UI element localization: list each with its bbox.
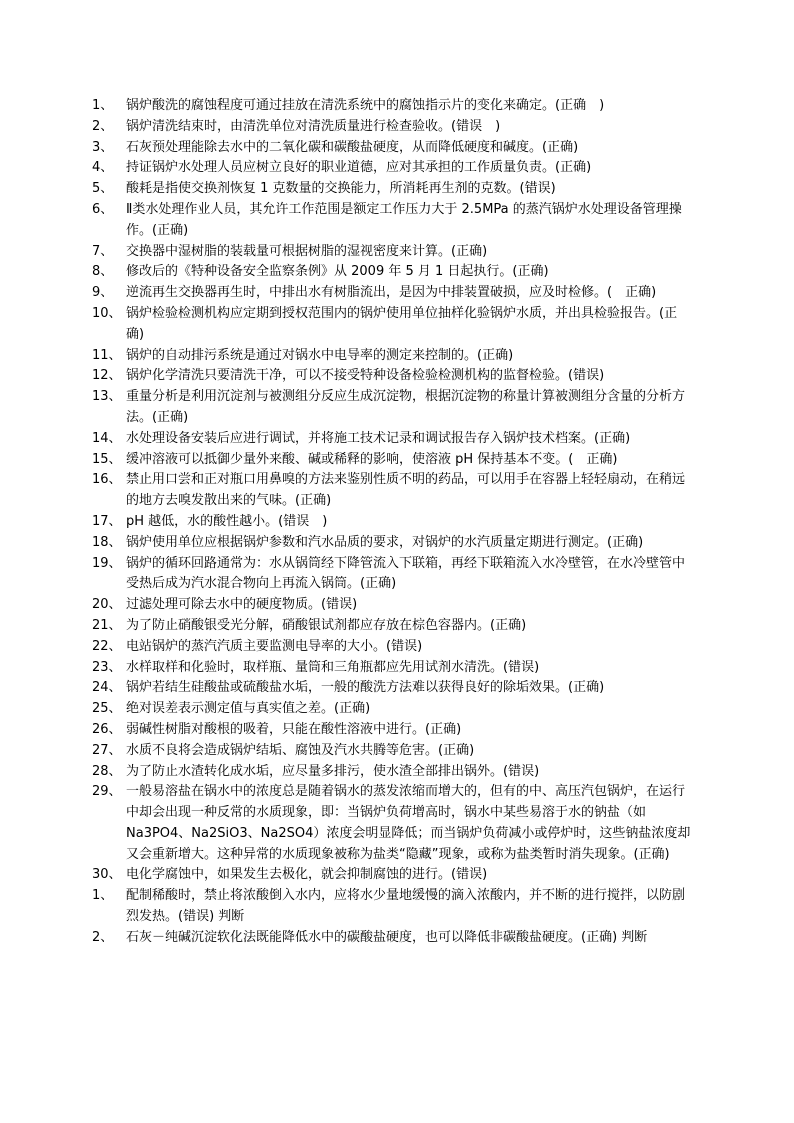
- question-item: [92, 533, 692, 554]
- question-item: [92, 283, 692, 304]
- question-item: [92, 158, 692, 179]
- question-list: [92, 96, 692, 949]
- question-number: 19、: [92, 555, 122, 571]
- question-text: 锅炉清洗结束时，由清洗单位对清洗质量进行检查验收。(错误 ): [126, 118, 501, 134]
- question-number: 13、: [92, 389, 122, 405]
- question-text: 缓冲溶液可以抵御少量外来酸、碱或稀释的影响，使溶液 pH 保持基本不变。( 正确): [126, 451, 618, 467]
- question-text: 过滤处理可除去水中的硬度物质。(错误): [126, 597, 358, 613]
- question-text: Ⅱ类水处理作业人员，其允许工作范围是额定工作压力大于 2.5MPa 的蒸汽锅炉水处理设备管理操作。(正确): [126, 201, 682, 238]
- question-text: 锅炉使用单位应根据锅炉参数和汽水品质的要求，对锅炉的水汽质量定期进行测定。(正确): [126, 534, 644, 550]
- question-number: 2、: [92, 118, 114, 134]
- question-text: 锅炉化学清洗只要清洗干净，可以不接受特种设备检验检测机构的监督检验。(错误): [126, 368, 605, 384]
- question-number: 11、: [92, 347, 122, 363]
- question-text: 重量分析是利用沉淀剂与被测组分反应生成沉淀物，根据沉淀物的称量计算被测组分含量的分析方法。(正确): [126, 389, 686, 425]
- question-item: [92, 512, 692, 533]
- question-item: [92, 387, 692, 429]
- question-item: [92, 762, 692, 783]
- question-item: [92, 450, 692, 471]
- question-text: 石灰－纯碱沉淀软化法既能降低水中的碳酸盐硬度，也可以降低非碳酸盐硬度。(正确) 判断: [126, 929, 648, 945]
- question-text: 为了防止水渣转化成水垢，应尽量多排污，使水渣全部排出锅外。(错误): [126, 763, 540, 779]
- question-item: [92, 658, 692, 679]
- question-number: 30、: [92, 867, 122, 883]
- question-text: 逆流再生交换器再生时，中排出水有树脂流出，是因为中排装置破损，应及时检修。( 正确): [126, 285, 657, 301]
- question-item: [92, 200, 692, 242]
- question-number: 5、: [92, 181, 114, 197]
- question-text: 石灰预处理能除去水中的二氧化碳和碳酸盐硬度，从而降低硬度和碱度。(正确): [126, 139, 579, 155]
- question-item: [92, 366, 692, 387]
- question-number: 16、: [92, 472, 122, 488]
- question-item: [92, 865, 692, 886]
- question-text: 水质不良将会造成锅炉结垢、腐蚀及汽水共腾等危害。(正确): [126, 742, 475, 758]
- question-number: 3、: [92, 139, 114, 155]
- question-text: 为了防止硝酸银受光分解，硝酸银试剂都应存放在棕色容器内。(正确): [126, 617, 527, 633]
- question-item: [92, 678, 692, 699]
- question-number: 25、: [92, 701, 122, 717]
- question-number: 29、: [92, 784, 122, 800]
- question-number: 4、: [92, 160, 114, 176]
- question-item: [92, 429, 692, 450]
- question-number: 28、: [92, 763, 122, 779]
- question-item: [92, 117, 692, 138]
- question-number: 12、: [92, 368, 122, 384]
- question-number: 27、: [92, 742, 122, 758]
- question-text: 弱碱性树脂对酸根的吸着，只能在酸性溶液中进行。(正确): [126, 721, 462, 737]
- question-item: [92, 616, 692, 637]
- question-number: 1、: [92, 888, 114, 904]
- question-text: 持证锅炉水处理人员应树立良好的职业道德，应对其承担的工作质量负责。(正确): [126, 160, 592, 176]
- question-text: 锅炉若结生硅酸盐或硫酸盐水垢，一般的酸洗方法难以获得良好的除垢效果。(正确): [126, 680, 605, 696]
- question-text: 锅炉的循环回路通常为：水从锅筒经下降管流入下联箱，再经下联箱流入水冷壁管，在水冷壁管中受热后成为汽水混合物向上再流入锅筒。(正确): [126, 555, 686, 592]
- question-text: 水处理设备安装后应进行调试，并将施工技术记录和调试报告存入锅炉技术档案。(正确): [126, 430, 631, 446]
- question-item: [92, 886, 692, 928]
- question-item: [92, 699, 692, 720]
- question-item: [92, 470, 692, 512]
- question-number: 24、: [92, 680, 122, 696]
- question-number: 10、: [92, 305, 122, 321]
- question-number: 8、: [92, 264, 114, 280]
- question-number: 7、: [92, 243, 114, 259]
- question-item: [92, 595, 692, 616]
- question-number: 6、: [92, 201, 114, 217]
- question-number: 20、: [92, 597, 122, 613]
- question-number: 9、: [92, 285, 114, 301]
- question-text: 一般易溶盐在锅水中的浓度总是随着锅水的蒸发浓缩而增大的，但有的中、高压汽包锅炉，在运行中却会出现一种反常的水质现象，即：当锅炉负荷增高时，锅水中某些易溶于水的钠盐（如 Na3PO4、Na2SiO3、Na2SO4）浓度会明显降低；而当锅炉负荷减小或停炉时，这些钠盐浓度却又会重新增大。这种异常的水质现象被称为盐类“隐藏”现象，或称为盐类暂时消失现象。(正确): [126, 784, 691, 862]
- question-item: [92, 782, 692, 865]
- question-text: 禁止用口尝和正对瓶口用鼻嗅的方法来鉴别性质不明的药品，可以用手在容器上轻轻扇动，在稍远的地方去嗅发散出来的气味。(正确): [126, 472, 686, 509]
- question-item: [92, 346, 692, 367]
- question-text: 电站锅炉的蒸汽汽质主要监测电导率的大小。(错误): [126, 638, 423, 654]
- question-text: 酸耗是指使交换剂恢复 1 克数量的交换能力，所消耗再生剂的克数。(错误): [126, 181, 556, 197]
- question-item: [92, 637, 692, 658]
- question-text: 电化学腐蚀中，如果发生去极化，就会抑制腐蚀的进行。(错误): [126, 867, 488, 883]
- question-text: 绝对误差表示测定值与真实值之差。(正确): [126, 701, 371, 717]
- question-text: 锅炉的自动排污系统是通过对锅水中电导率的测定来控制的。(正确): [126, 347, 514, 363]
- question-item: [92, 928, 692, 949]
- question-item: [92, 304, 692, 346]
- question-text: 修改后的《特种设备安全监察条例》从 2009 年 5 月 1 日起执行。(正确): [126, 264, 549, 280]
- question-number: 15、: [92, 451, 122, 467]
- question-text: pH 越低，水的酸性越小。(错误 ): [126, 513, 328, 529]
- question-number: 23、: [92, 659, 122, 675]
- question-item: [92, 554, 692, 596]
- question-item: [92, 179, 692, 200]
- question-item: [92, 96, 692, 117]
- question-number: 14、: [92, 430, 122, 446]
- question-number: 26、: [92, 721, 122, 737]
- question-text: 交换器中湿树脂的装载量可根据树脂的湿视密度来计算。(正确): [126, 243, 488, 259]
- question-number: 21、: [92, 617, 122, 633]
- question-text: 配制稀酸时，禁止将浓酸倒入水内，应将水少量地缓慢的滴入浓酸内，并不断的进行搅拌，以防剧烈发热。(错误) 判断: [126, 888, 686, 925]
- question-text: 锅炉酸洗的腐蚀程度可通过挂放在清洗系统中的腐蚀指示片的变化来确定。(正确 ): [126, 98, 605, 113]
- question-text: 锅炉检验检测机构应定期到授权范围内的锅炉使用单位抽样化验锅炉水质，并出具检验报告。(正确): [126, 305, 678, 342]
- question-item: [92, 242, 692, 263]
- question-number: 18、: [92, 534, 122, 550]
- question-number: 22、: [92, 638, 122, 654]
- question-number: 17、: [92, 513, 122, 529]
- question-item: [92, 138, 692, 159]
- question-number: 1、: [92, 98, 114, 113]
- question-item: [92, 741, 692, 762]
- question-number: 2、: [92, 929, 114, 945]
- question-item: [92, 262, 692, 283]
- question-item: [92, 720, 692, 741]
- question-text: 水样取样和化验时，取样瓶、量筒和三角瓶都应先用试剂水清洗。(错误): [126, 659, 540, 675]
